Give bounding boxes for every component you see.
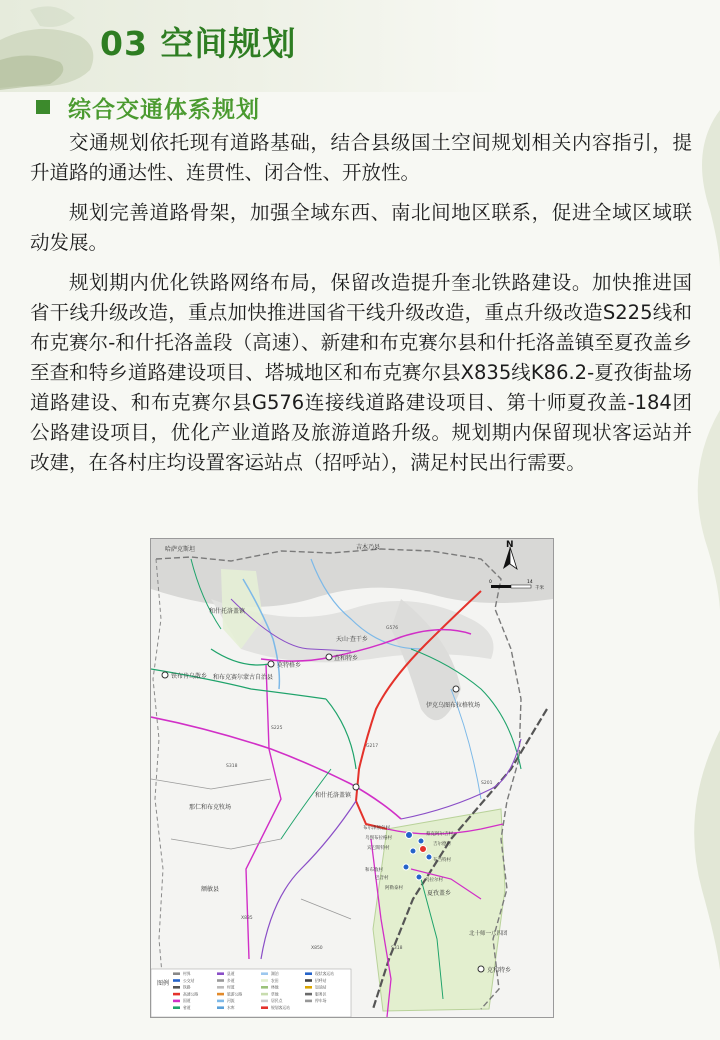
map-label-tianshan: 天山·查干乡 bbox=[336, 636, 368, 643]
map-label-hts-town: 和什托洛盖镇 bbox=[209, 608, 246, 615]
north-label: N bbox=[506, 540, 514, 550]
road-label: S201 bbox=[481, 781, 493, 786]
legend-item-label: 林地 bbox=[271, 984, 279, 990]
road-label: X835 bbox=[241, 916, 253, 921]
road-label: G576 bbox=[386, 626, 399, 631]
map-label-mq-town: 莫特格乡 bbox=[277, 662, 302, 669]
legend-swatch bbox=[173, 993, 180, 996]
legend-item-label: 服务区 bbox=[315, 991, 327, 997]
legend-swatch bbox=[261, 1006, 268, 1009]
map-label-hbk-county: 和布克赛尔蒙古自治县 bbox=[213, 674, 274, 681]
map-label-tiebu: 铁布肯乌散乡 bbox=[171, 673, 208, 680]
legend-swatch bbox=[217, 1000, 224, 1003]
legend-item-label: 加油站 bbox=[315, 984, 327, 990]
legend-swatch bbox=[261, 986, 268, 989]
legend-swatch bbox=[217, 972, 224, 975]
map-label-village9: 巴音村 bbox=[375, 876, 389, 881]
paragraph-2: 规划完善道路骨架，加强全域东西、南北间地区联系，促进全域区域联动发展。 bbox=[30, 201, 692, 254]
legend-item-label: 乡道 bbox=[227, 977, 235, 983]
legend-swatch bbox=[261, 993, 268, 996]
legend-item-label: 铁路 bbox=[183, 984, 191, 990]
road-label: S318 bbox=[226, 764, 238, 769]
map-label-village8: 乌拉尔村 bbox=[425, 878, 443, 883]
scale-value-0: 0 bbox=[489, 580, 492, 585]
legend-swatch bbox=[305, 986, 312, 989]
legend-item-label: 农田 bbox=[271, 977, 279, 983]
page-title: 03 空间规划 bbox=[100, 24, 297, 63]
legend-swatch bbox=[173, 972, 180, 975]
legend-item-label: 国道 bbox=[183, 998, 191, 1004]
map-label-beishi: 北十师一八四团 bbox=[469, 931, 508, 937]
legend-swatch bbox=[261, 979, 268, 982]
map-label-top-center: 吉木乃县 bbox=[356, 544, 381, 551]
legend-item-label: 规划客运站 bbox=[271, 1005, 290, 1010]
legend-swatch bbox=[261, 972, 268, 975]
legend-swatch bbox=[305, 993, 312, 996]
map-label-village10: 阿勒泰村 bbox=[385, 886, 403, 891]
legend-swatch bbox=[305, 979, 312, 982]
road-label: X850 bbox=[311, 946, 323, 951]
legend-swatch bbox=[173, 1006, 180, 1009]
legend-swatch bbox=[261, 1000, 268, 1003]
map-label-village1: 布尔津敖包村 bbox=[363, 826, 390, 831]
body-text bbox=[30, 128, 692, 488]
scale-value-14: 14 bbox=[527, 580, 533, 585]
map-label-village4: 吉尔德村 bbox=[433, 842, 451, 847]
map-label-kele: 克和特乡 bbox=[487, 967, 512, 974]
map-label-village7: 和布敦村 bbox=[365, 868, 383, 873]
map-label-village3: 乌图布拉格村 bbox=[365, 836, 392, 841]
side-leaf-decoration bbox=[680, 110, 720, 1040]
legend-item-label: 村道 bbox=[227, 984, 235, 990]
legend-item-label: 草地 bbox=[271, 991, 279, 997]
paragraph-3: 规划期内优化铁路网络布局，保留改造提升奎北铁路建设。加快推进国省干线升级改造，重点加快推进国省干线升级改造，重点升级改造S225线和布克赛尔-和什托洛盖段（高速）、新建和布克赛尔县和什托洛盖镇至夏孜盖乡至查和特乡道路建设项目、塔城地区和布克赛尔县X835线K86.2-夏孜街盐场道路建设、和布克赛尔县G576连接线道路建设项目、第十师夏孜盖-184团公路建设项目，优化产业道路及旅游道路升级。规划期内保留现状客运站并改建，在各村庄均设置客运站点（招呼站），满足村民出行需要。 bbox=[30, 271, 692, 474]
legend-swatch bbox=[217, 1006, 224, 1009]
legend-title: 图例 bbox=[157, 980, 170, 987]
map-label-village5: 宾巴斯特村 bbox=[367, 846, 390, 851]
legend-swatch bbox=[217, 986, 224, 989]
road-label: S225 bbox=[271, 726, 283, 731]
map-label-emin: 额敏县 bbox=[201, 886, 220, 893]
map-label-top-left: 哈萨克斯坦 bbox=[165, 546, 196, 553]
legend-item-label: 招呼站 bbox=[315, 977, 327, 983]
scale-unit: 千米 bbox=[535, 586, 544, 591]
legend-item-label: 居民点 bbox=[271, 998, 283, 1004]
map-label-chahe: 查和特乡 bbox=[334, 655, 359, 662]
legend-item-label: 水库 bbox=[227, 1005, 235, 1010]
map-label-bayin: 伊克乌图布拉格牧场 bbox=[426, 702, 481, 709]
section-bullet-icon bbox=[36, 100, 50, 114]
transport-plan-map bbox=[150, 538, 554, 1018]
legend-swatch bbox=[217, 979, 224, 982]
map-label-narenhe: 那仁和布克牧场 bbox=[189, 804, 232, 811]
legend-item-label: 河流 bbox=[227, 998, 235, 1004]
legend-item-label: 高速公路 bbox=[183, 991, 199, 997]
map-label-village2: 蔡克阿尔吉村 bbox=[426, 832, 453, 837]
map-canvas bbox=[151, 539, 553, 1017]
legend-swatch bbox=[305, 972, 312, 975]
legend-item-label: 县道 bbox=[227, 971, 235, 976]
header-banner bbox=[0, 0, 720, 92]
legend-item-label: 湖泊 bbox=[271, 971, 279, 976]
road-label: G217 bbox=[366, 744, 379, 749]
road-label: S318 bbox=[391, 946, 403, 951]
legend-item-label: 停车场 bbox=[315, 998, 327, 1004]
legend-item-label: 公交站 bbox=[183, 977, 195, 983]
legend-swatch bbox=[173, 1000, 180, 1003]
section-heading bbox=[36, 92, 260, 122]
paragraph-1: 交通规划依托现有道路基础，结合县级国土空间规划相关内容指引，提升道路的通达性、连贯性、闭合性、开放性。 bbox=[30, 131, 692, 184]
legend-item-label: 旅游公路 bbox=[227, 991, 243, 997]
map-label-xiazigai: 夏孜盖乡 bbox=[427, 890, 452, 897]
legend-item-label: 省道 bbox=[183, 1005, 191, 1010]
legend-item-label: 现状客运站 bbox=[315, 971, 334, 976]
map-label-hts2: 和什托洛盖镇 bbox=[315, 792, 352, 799]
legend-swatch bbox=[217, 993, 224, 996]
map-label-village6: 布当特村 bbox=[433, 858, 451, 863]
section-title: 综合交通体系规划 bbox=[68, 96, 260, 123]
legend-item-label: 村界 bbox=[183, 971, 191, 976]
legend-swatch bbox=[173, 986, 180, 989]
legend-swatch bbox=[305, 1000, 312, 1003]
legend-swatch bbox=[173, 979, 180, 982]
